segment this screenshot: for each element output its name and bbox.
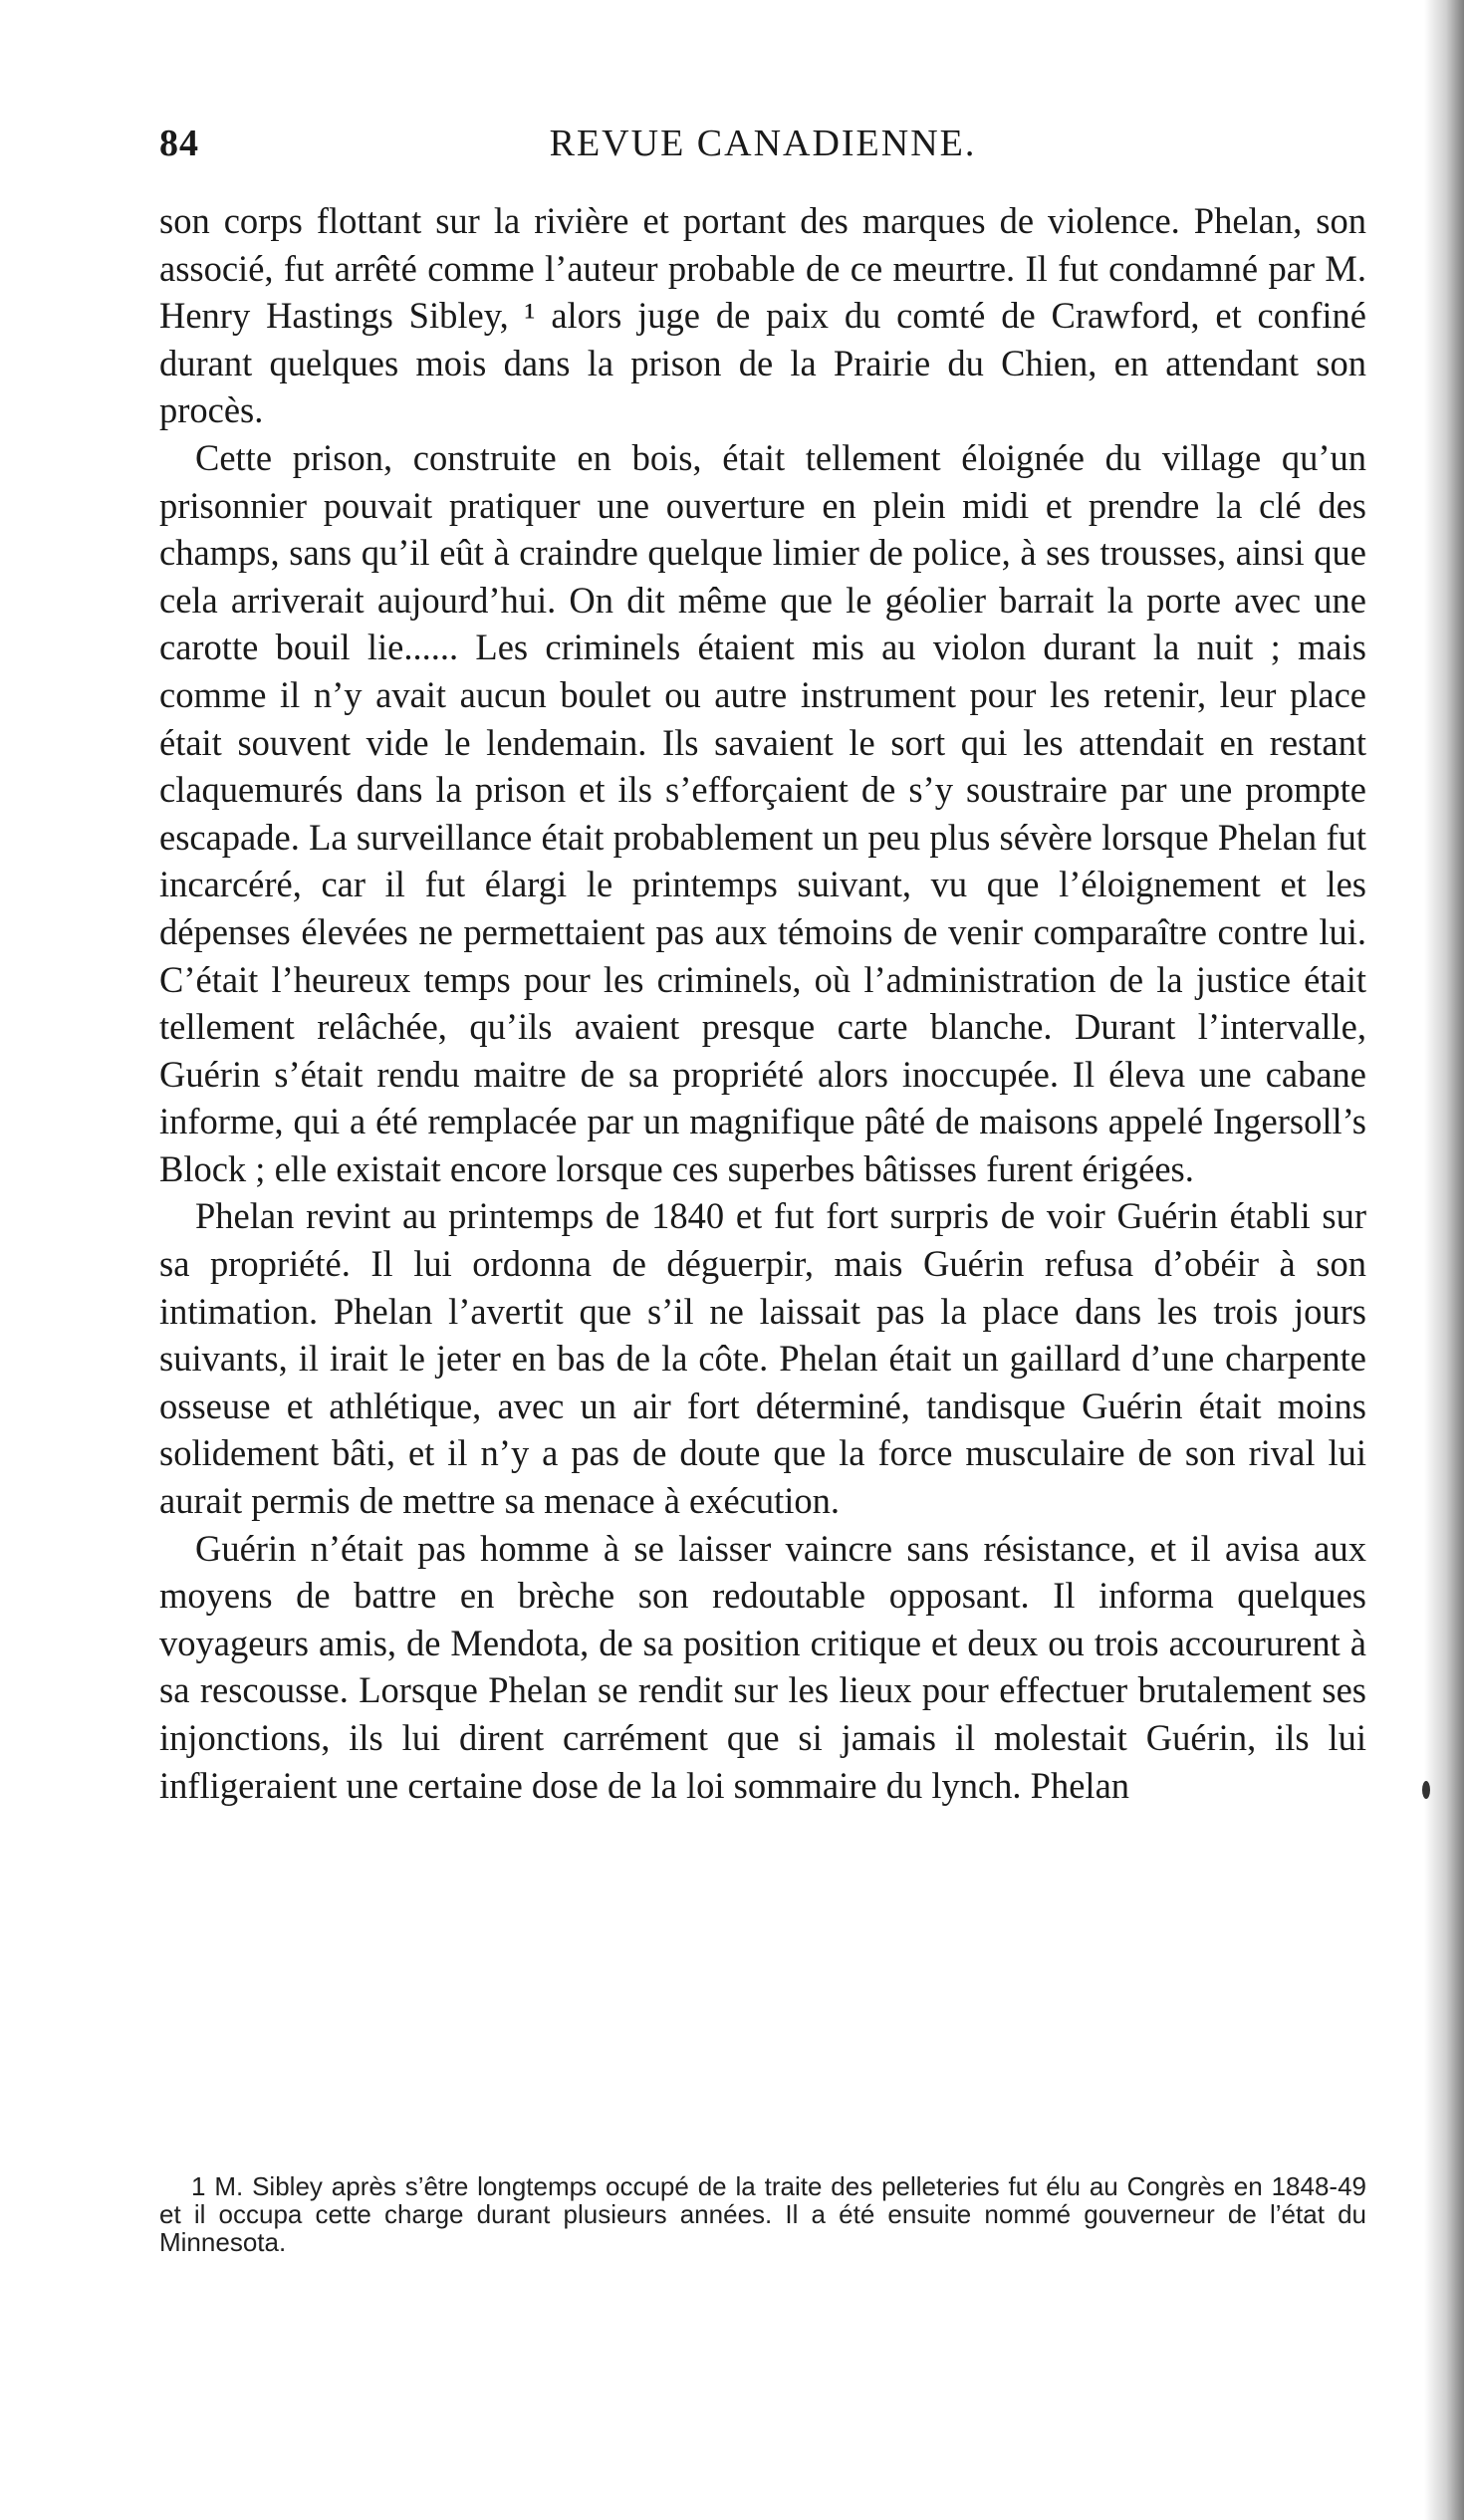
paragraph-1: son corps flottant sur la rivière et portant des marques de violence. Phelan, son associé, fut arrêté comme l’auteur probable de ce meurtre. Il fut condamné par M. Henry Hastings Sibley, ¹ alors juge de paix du comté de Crawford, et confiné durant quelques mois dans la prison de la Prairie du Chien, en attendant son procès. (159, 200, 1366, 431)
body-text (159, 197, 1366, 1809)
edge-speck (1422, 1781, 1430, 1799)
paragraph-3: Phelan revint au printemps de 1840 et fut fort surpris de voir Guérin établi sur sa propriété. Il lui ordonna de déguerpir, mais Guérin refusa d’obéir à son intimation. Phelan l’avertit que s’il ne laissait pas la place dans les trois jours suivants, il irait le jeter en bas de la côte. Phelan était un gaillard d’une charpente osseuse et athlétique, avec un air fort déterminé, tandisque Guérin était moins solidement bâti, et il n’y a pas de doute que la force musculaire de son rival lui aurait permis de mettre sa menace à exécution. (159, 1195, 1366, 1522)
paragraph-4: Guérin n’était pas homme à se laisser vaincre sans résistance, et il avisa aux moyens de battre en brèche son redoutable opposant. Il informa quelques voyageurs amis, de Mendota, de sa position critique et deux ou trois accoururent à sa rescousse. Lorsque Phelan se rendit sur les lieux pour effectuer brutalement ses injonctions, ils lui dirent carrément que si jamais il molestait Guérin, ils lui infligeraient une certaine dose de la loi sommaire du lynch. Phelan (159, 1527, 1366, 1806)
page-edge-shadow (1424, 0, 1464, 2520)
running-title: REVUE CANADIENNE. (549, 123, 977, 164)
footnote: 1 M. Sibley après s’être longtemps occupé de la traite des pelleteries fut élu au Congrès en 1848-49 et il occupa cette charge durant plusieurs années. Il a été ensuite nommé gouverneur de l’état du Minnesota. (159, 2171, 1366, 2257)
page-number: 84 (159, 123, 199, 164)
page-header (159, 122, 1366, 171)
paragraph-2: Cette prison, construite en bois, était tellement éloignée du village qu’un prisonnier pouvait pratiquer une ouverture en plein midi et prendre la clé des champs, sans qu’il eût à craindre quelque limier de police, à ses trousses, ainsi que cela arriverait aujourd’hui. On dit même que le géolier barrait la porte avec une carotte bouil lie...... Les criminels étaient mis au violon durant la nuit ; mais comme il n’y avait aucun boulet ou autre instrument pour les retenir, leur place était souvent vide le lendemain. Ils savaient le sort qui les attendait en restant claquemurés dans la prison et ils s’efforçaient de s’y soustraire par une prompte escapade. La surveillance était probablement un peu plus sévère lorsque Phelan fut incarcéré, car il fut élargi le printemps suivant, vu que l’éloignement et les dépenses élevées ne permettaient pas aux témoins de venir comparaître contre lui. C’était l’heureux temps pour les criminels, où l’administration de la justice était tellement relâchée, qu’ils avaient presque carte blanche. Durant l’intervalle, Guérin s’était rendu maitre de sa propriété alors inoccupée. Il éleva une cabane informe, qui a été remplacée par un magnifique pâté de maisons appelé Ingersoll’s Block ; elle existait encore lorsque ces superbes bâtisses furent érigées. (159, 436, 1366, 1189)
